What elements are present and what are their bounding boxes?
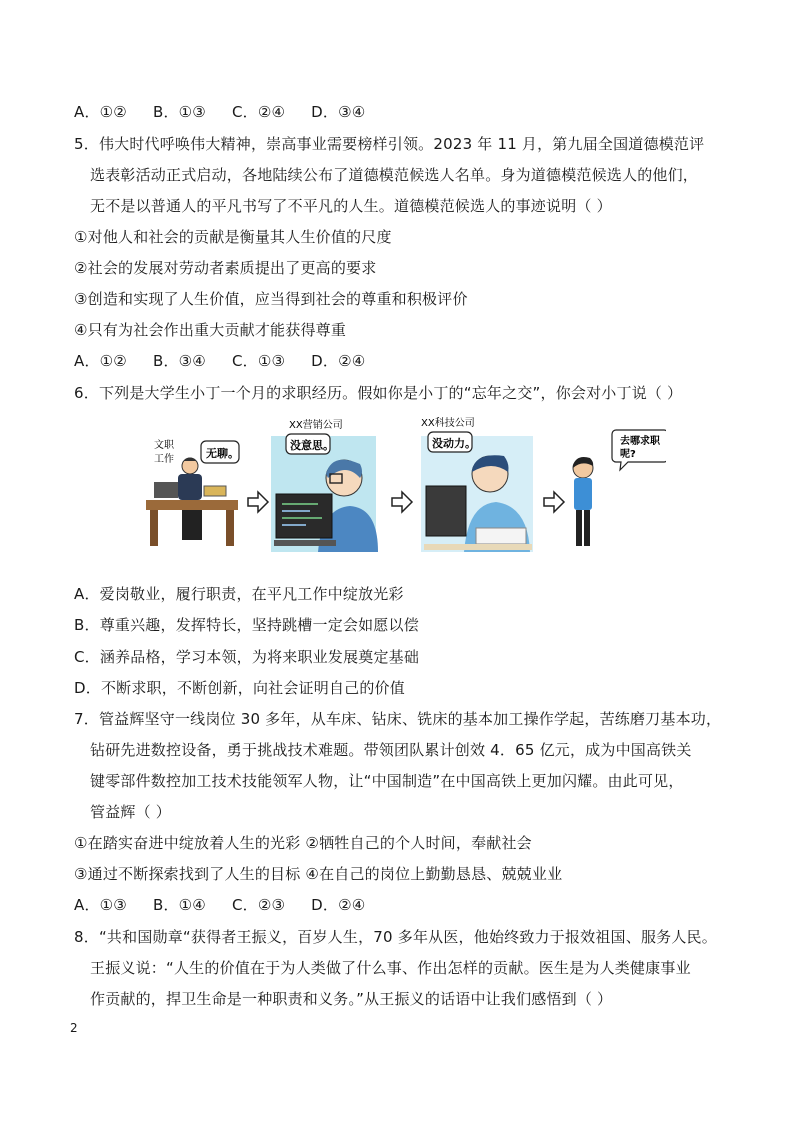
panel3-bubble-text: 没动力。 (432, 437, 476, 450)
q8-stem-line-3: 作贡献的，捍卫生命是一种职责和义务。”从王振义的话语中让我们感悟到（ ） (90, 990, 613, 1008)
q5-stem-line-3: 无不是以普通人的平凡书写了不平凡的人生。道德模范候选人的事迹说明（ ） (90, 197, 612, 215)
page-number: 2 (70, 1021, 78, 1035)
desk-leg-left (150, 510, 158, 546)
q4-option-b[interactable]: B．①③ (152, 103, 206, 121)
q6-option-b[interactable]: B．尊重兴趣，发挥特长，坚持跳槽一定会如愿以偿 (74, 616, 419, 634)
q5-option-d[interactable]: D．②④ (311, 352, 366, 370)
seeker-leg-left (576, 510, 582, 546)
q7-option-b[interactable]: B．①④ (152, 896, 206, 914)
q7-option-a[interactable]: A．①③ (74, 896, 127, 914)
panel4-bubble-line2: 呢? (620, 449, 636, 460)
arrow-icon (392, 492, 412, 512)
desk-top (146, 500, 238, 510)
q7-stem-line-1: 7．管益辉坚守一线岗位 30 多年，从车床、钻床、铣床的基本加工操作学起，苦练磨刀基本功， (74, 710, 722, 728)
panel4-bubble-line1: 去哪求职 (620, 436, 660, 447)
q5-stem-line-2: 选表彰活动正式启动，各地陆续公布了道德模范候选人名单。身为道德模范候选人的他们， (90, 166, 699, 184)
q7-option-c[interactable]: C．②③ (231, 896, 286, 914)
q8-stem-line-1: 8．“共和国勋章“获得者王振义，百岁人生，70 多年从医，他始终致力于报效祖国、服务人民。 (74, 928, 717, 946)
q5-option-b[interactable]: B．③④ (152, 352, 206, 370)
q5-statement-1: ①对他人和社会的贡献是衡量其人生价值的尺度 (74, 228, 392, 246)
worker-hair (184, 458, 196, 462)
q6-option-d[interactable]: D．不断求职，不断创新，向社会证明自己的价值 (74, 679, 405, 697)
q6-option-a[interactable]: A．爱岗敬业，履行职责，在平凡工作中绽放光彩 (74, 585, 404, 603)
q5-options (74, 351, 391, 371)
job-hunting-comic (146, 416, 666, 556)
q4-option-d[interactable]: D．③④ (311, 103, 366, 121)
comic-panel-office (146, 439, 239, 546)
keyboard (274, 540, 336, 546)
q4-option-c[interactable]: C．②④ (231, 103, 286, 121)
comic-panel-marketing (271, 418, 378, 552)
q8-stem-line-2: 王振义说：“人生的价值在于为人类做了什么事、作出怎样的贡献。医生是为人类健康事业 (90, 959, 691, 977)
panel3-title: XX科技公司 (421, 418, 475, 429)
comic-panel-tech (421, 416, 533, 552)
seeker-shirt (574, 478, 592, 510)
q6-option-c[interactable]: C．涵养品格，学习本领，为将来职业发展奠定基础 (74, 648, 420, 666)
seeker-leg-right (584, 510, 590, 546)
desk-leg-right (226, 510, 234, 546)
desk-monitor (154, 482, 178, 498)
q6-stem: 6．下列是大学生小丁一个月的求职经历。假如你是小丁的“忘年之交”，你会对小丁说（ ） (74, 384, 683, 402)
q4-option-a[interactable]: A．①② (74, 103, 127, 121)
panel1-bubble-text: 无聊。 (206, 447, 239, 460)
arrow-icon (248, 492, 268, 512)
q5-stem-line-1: 5．伟大时代呼唤伟大精神，崇高事业需要榜样引领。2023 年 11 月，第九届全国道德模范评 (74, 135, 705, 153)
desk-papers (476, 528, 526, 544)
q7-stem-line-4: 管益辉（ ） (90, 803, 171, 821)
panel2-bubble-text: 没意思。 (290, 439, 334, 452)
panel1-label-line2: 工作 (154, 454, 174, 465)
office-chair (182, 510, 202, 540)
q7-stem-line-3: 键零部件数控加工技术技能领军人物，让“中国制造”在中国高铁上更加闪耀。由此可见， (90, 772, 684, 790)
q7-statements-3-4: ③通过不断探索找到了人生的目标 ④在自己的岗位上勤勤恳恳、兢兢业业 (74, 865, 563, 883)
q7-options (74, 895, 391, 915)
tech-monitor (426, 486, 466, 536)
q5-option-c[interactable]: C．①③ (231, 352, 286, 370)
q5-statement-4: ④只有为社会作出重大贡献才能获得尊重 (74, 321, 347, 339)
q7-statements-1-2: ①在踏实奋进中绽放着人生的光彩 ②牺牲自己的个人时间，奉献社会 (74, 834, 532, 852)
worker-suit (178, 474, 202, 500)
q7-option-d[interactable]: D．②④ (311, 896, 366, 914)
panel1-label-line1: 文职 (154, 440, 174, 451)
panel2-title: XX营销公司 (289, 420, 343, 431)
arrow-icon (544, 492, 564, 512)
comic-panel-seeker (573, 430, 666, 546)
q5-statement-2: ②社会的发展对劳动者素质提出了更高的要求 (74, 259, 377, 277)
q7-stem-line-2: 钻研先进数控设备，勇于挑战技术难题。带领团队累计创效 4．65 亿元，成为中国高铁关 (90, 741, 692, 759)
tech-desk (424, 544, 532, 550)
q5-statement-3: ③创造和实现了人生价值，应当得到社会的尊重和积极评价 (74, 290, 468, 308)
computer-monitor (276, 494, 332, 538)
desk-books (204, 486, 226, 496)
q4-options (74, 102, 391, 122)
q5-option-a[interactable]: A．①② (74, 352, 127, 370)
